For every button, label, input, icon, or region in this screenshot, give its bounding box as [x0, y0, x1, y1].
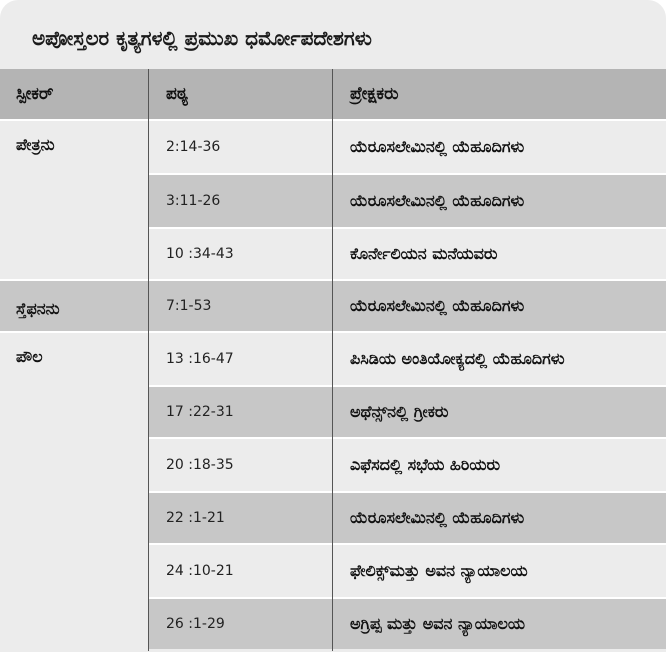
passage-cell: 3:11-26: [166, 193, 221, 209]
header-passage: ಪಠ್ಯ: [166, 84, 189, 104]
passage-cell: 10 :34-43: [166, 246, 234, 262]
audience-cell: ಯೆರೂಸಲೇಮಿನಲ್ಲಿ ಯೆಹೂದಿಗಳು: [350, 508, 525, 527]
column-divider: [332, 69, 333, 651]
audience-cell: ಯೆರೂಸಲೇಮಿನಲ್ಲಿ ಯೆಹೂದಿಗಳು: [350, 137, 525, 156]
table-row: [0, 493, 666, 543]
column-divider: [148, 69, 149, 651]
speaker-paul: ಪೌಲ: [16, 347, 43, 366]
table-header-row: [0, 69, 666, 119]
table-row: [0, 439, 666, 491]
passage-cell: 2:14-36: [166, 139, 221, 155]
audience-cell: ಯೆರೂಸಲೇಮಿನಲ್ಲಿ ಯೆಹೂದಿಗಳು: [350, 296, 525, 315]
passage-cell: 7:1-53: [166, 298, 212, 314]
row-divider: [148, 437, 666, 439]
passage-cell: 26 :1-29: [166, 616, 225, 632]
passage-cell: 24 :10-21: [166, 563, 234, 579]
table-row: [0, 121, 666, 173]
row-divider: [148, 491, 666, 493]
table-row: [0, 333, 666, 385]
table-row: [0, 599, 666, 649]
table-row: [0, 175, 666, 227]
table-row: [0, 545, 666, 597]
audience-cell: ಕೊರ್ನೇಲಿಯನ ಮನೆಯವರು: [350, 244, 498, 263]
audience-cell: ಫೇಲಿಕ್ಸ್‌ಮತ್ತು ಅವನ ನ್ಯಾಯಾಲಯ: [350, 561, 528, 580]
header-speaker: ಸ್ಪೀಕರ್: [16, 84, 54, 104]
table-row: [0, 281, 666, 331]
audience-cell: ಅಗ್ರಿಪ್ಪ ಮತ್ತು ಅವನ ನ್ಯಾಯಾಲಯ: [350, 614, 526, 633]
speaker-stephen: ಸ್ತೆಫನನು: [16, 299, 60, 318]
table-row: [0, 229, 666, 279]
passage-cell: 22 :1-21: [166, 510, 225, 526]
passage-cell: 13 :16-47: [166, 351, 234, 367]
speaker-peter: ಪೇತ್ರನು: [16, 135, 55, 154]
header-audience: ಪ್ರೇಕ್ಷಕರು: [350, 84, 399, 104]
audience-cell: ಅಥೆನ್ಸ್‌ನಲ್ಲಿ ಗ್ರೀಕರು: [350, 402, 449, 421]
passage-cell: 17 :22-31: [166, 404, 234, 420]
row-divider: [0, 279, 666, 281]
passage-cell: 20 :18-35: [166, 457, 234, 473]
table-row: [0, 387, 666, 437]
row-divider: [148, 227, 666, 229]
row-divider: [148, 543, 666, 545]
row-divider: [148, 385, 666, 387]
audience-cell: ಪಿಸಿಡಿಯ ಅಂತಿಯೋಕ್ಯದಲ್ಲಿ ಯೆಹೂದಿಗಳು: [350, 349, 565, 368]
row-divider: [148, 597, 666, 599]
audience-cell: ಎಫೆಸದಲ್ಲಿ ಸಭೆಯ ಹಿರಿಯರು: [350, 455, 501, 474]
table-title: ಅಪೋಸ್ತಲರ ಕೃತ್ಯಗಳಲ್ಲಿ ಪ್ರಮುಖ ಧರ್ಮೋಪದೇಶಗಳು: [32, 26, 372, 50]
row-divider: [0, 331, 666, 333]
row-divider: [148, 173, 666, 175]
row-divider: [0, 119, 666, 121]
audience-cell: ಯೆರೂಸಲೇಮಿನಲ್ಲಿ ಯೆಹೂದಿಗಳು: [350, 191, 525, 210]
